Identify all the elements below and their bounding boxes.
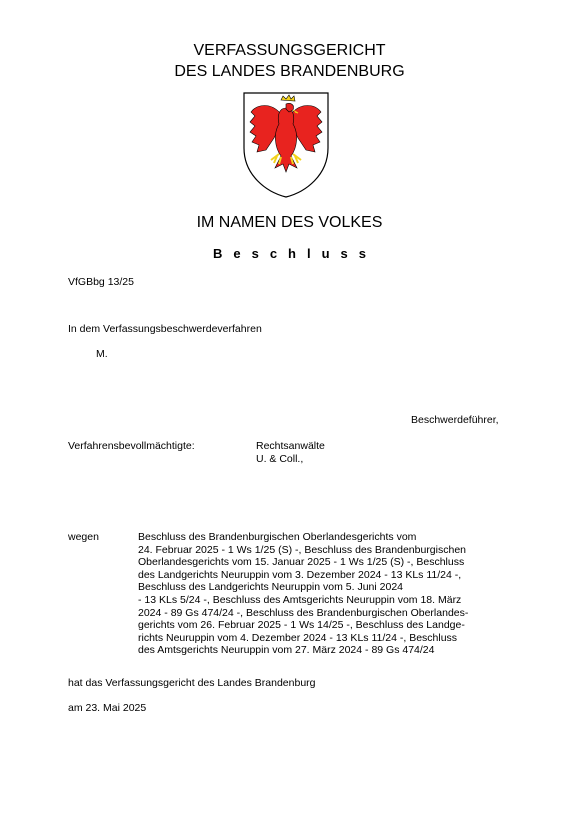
reason-line: Beschluss des Brandenburgischen Oberlandesgerichts vom	[138, 531, 417, 543]
closing-court-line: hat das Verfassungsgericht des Landes Brandenburg	[68, 677, 316, 689]
counsel-name-line1: Rechtsanwälte	[256, 440, 325, 452]
counsel-label: Verfahrensbevollmächtigte:	[68, 440, 195, 452]
complainant-name: M.	[96, 348, 108, 360]
counsel-name-line2: U. & Coll.,	[256, 453, 304, 465]
reason-line: - 13 KLs 5/24 -, Beschluss des Amtsgerichts Neuruppin vom 18. März	[138, 593, 462, 606]
reason-line: Oberlandesgerichts vom 15. Januar 2025 - 1 Ws 1/25 (S) -, Beschluss	[138, 556, 465, 569]
decision-title: Beschluss	[212, 246, 378, 261]
reason-line: des Landgerichts Neuruppin vom 3. Dezember 2024 - 13 KLs 11/24 -,	[138, 568, 462, 581]
reason-text	[138, 531, 518, 657]
court-name-line2: DES LANDES BRANDENBURG	[174, 63, 405, 80]
complainant-role: Beschwerdeführer,	[411, 414, 499, 426]
brandenburg-coat-of-arms-icon	[241, 90, 331, 200]
court-name-line1: VERFASSUNGSGERICHT	[193, 42, 386, 59]
reason-label: wegen	[68, 531, 99, 543]
reason-line: richts Neuruppin vom 4. Dezember 2024 - 13 KLs 11/24 -, Beschluss	[138, 631, 458, 644]
reason-line: 2024 - 89 Gs 474/24 -, Beschluss des Brandenburgischen Oberlandes-	[138, 606, 469, 619]
reason-line: gerichts vom 26. Februar 2025 - 1 Ws 14/25 -, Beschluss des Landge-	[138, 619, 465, 632]
in-the-name-of-the-people-heading: IM NAMEN DES VOLKES	[196, 214, 383, 231]
proceedings-intro: In dem Verfassungsbeschwerdeverfahren	[68, 323, 262, 335]
reason-line: des Amtsgerichts Neuruppin vom 27. März 2024 - 89 Gs 474/24	[138, 644, 435, 657]
reason-line: 24. Februar 2025 - 1 Ws 1/25 (S) -, Beschluss des Brandenburgischen	[138, 543, 467, 556]
case-number: VfGBbg 13/25	[68, 276, 134, 288]
reason-line: Beschluss des Landgerichts Neuruppin vom 5. Juni 2024	[138, 581, 403, 594]
decision-date: am 23. Mai 2025	[68, 702, 147, 714]
